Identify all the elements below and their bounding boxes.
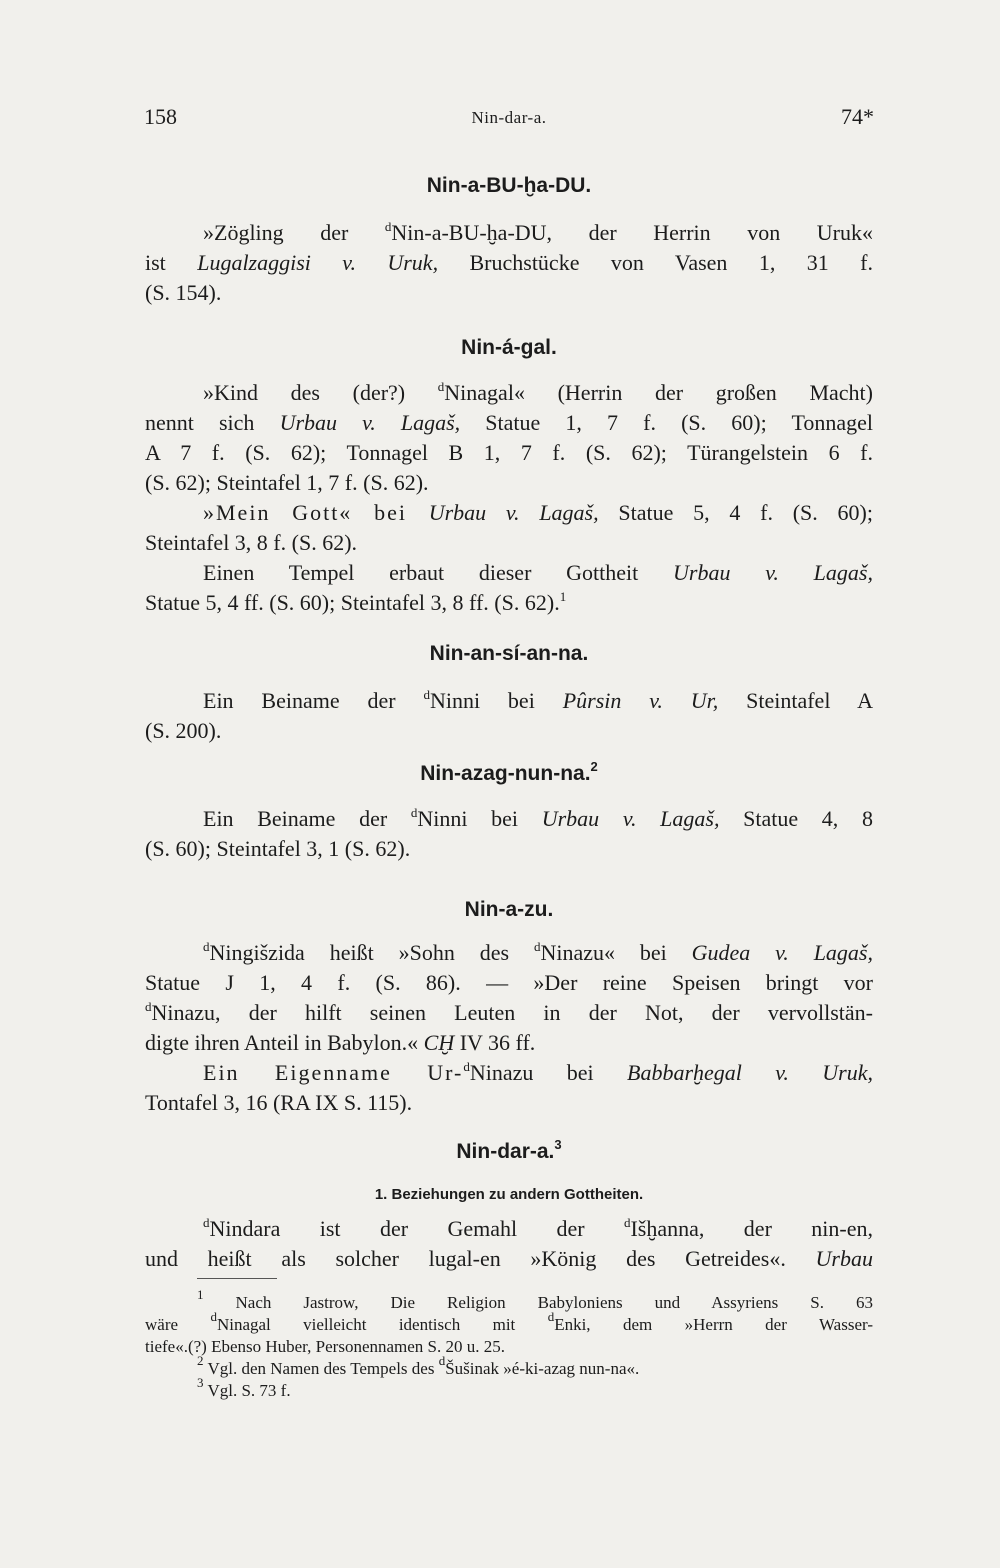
entry-heading-nin-a-bu-ha-du: Nin-a-BU-ḫa-DU. <box>426 174 592 197</box>
footnote-2: $^2$ Vgl. den Namen des Tempels des $^d$Šušinak »é-ki-azag nun-na«. <box>197 1353 640 1378</box>
running-title: Nin-dar-a. <box>471 108 547 127</box>
text-line: (S. 200). <box>145 718 222 743</box>
page-header <box>144 104 874 134</box>
text-line: $^d$Nindara ist der Gemahl der $^d$Išḫanna, der nin-en, <box>203 1215 873 1241</box>
text-line: (S. 154). <box>145 280 222 305</box>
text-line: und heißt als solcher lugal-en »König des Getreides«. Urbau <box>145 1246 873 1271</box>
entry-heading-nin-a-zu: Nin-a-zu. <box>464 898 554 921</box>
footnote-divider <box>197 1278 277 1279</box>
footnote-1: $^1$ Nach Jastrow, Die Religion Babyloniens und Assyriens S. 63 <box>197 1287 873 1312</box>
footnote-ref: 2 <box>590 759 598 774</box>
entry-body-nin-a-bu-ha-du <box>145 218 873 308</box>
footnote-3: $^3$ Vgl. S. 73 f. <box>197 1375 291 1400</box>
entry-heading-nin-a-gal: Nin-á-gal. <box>461 336 557 359</box>
text-line: $^d$Ninazu, der hilft seinen Leuten in der Not, der vervollstän- <box>145 999 873 1025</box>
entry-heading-nin-dar-a: Nin-dar-a.$^3$ <box>456 1137 562 1163</box>
footnote-ref: 3 <box>554 1137 562 1152</box>
text-line: Einen Tempel erbaut dieser Gottheit Urbau v. Lagaš, <box>203 560 873 585</box>
entry-heading-nin-an-si-an-na: Nin-an-sí-an-na. <box>429 642 589 665</box>
entry-body-nin-azag-nun-na <box>145 804 873 864</box>
text-line: A 7 f. (S. 62); Tonnagel B 1, 7 f. (S. 62); Türangelstein 6 f. <box>145 440 873 465</box>
text-line: nennt sich Urbau v. Lagaš, Statue 1, 7 f. (S. 60); Tonnagel <box>145 410 873 435</box>
text-line: digte ihren Anteil in Babylon.« CḪ IV 36 ff. <box>145 1030 536 1055</box>
footnotes <box>145 1287 873 1402</box>
entry-body-nin-a-zu <box>145 938 873 1118</box>
footnote-ref: 1 <box>559 589 567 604</box>
page-number: 158 <box>144 104 177 129</box>
text-line: »Kind des (der?) $^d$Ninagal« (Herrin der großen Macht) <box>203 379 873 405</box>
entry-heading-nin-azag-nun-na: Nin-azag-nun-na.$^2$ <box>420 759 598 785</box>
text-line: wäre $^d$Ninagal vielleicht identisch mit $^d$Enki, dem »Herrn der Wasser- <box>145 1309 873 1334</box>
text-line: »Mein Gott« bei Urbau v. Lagaš, Statue 5, 4 f. (S. 60); <box>203 500 873 525</box>
text-line: Statue J 1, 4 f. (S. 86). — »Der reine Speisen bringt vor <box>145 970 873 995</box>
text-line: Tontafel 3, 16 (RA IX S. 115). <box>145 1090 413 1115</box>
text-line: Ein Beiname der $^d$Ninni bei Urbau v. Lagaš, Statue 4, 8 <box>203 805 873 831</box>
text-line: ist Lugalzaggisi v. Uruk, Bruchstücke von Vasen 1, 31 f. <box>145 250 873 275</box>
entry-body-nin-dar-a <box>145 1214 873 1274</box>
text-line: (S. 62); Steintafel 1, 7 f. (S. 62). <box>145 470 429 495</box>
text-line: Ein Eigenname Ur-$^d$Ninazu bei Babbarḫegal v. Uruk, <box>203 1059 873 1085</box>
text-line: (S. 60); Steintafel 3, 1 (S. 62). <box>145 836 411 861</box>
entry-body-nin-an-si-an-na <box>145 686 873 746</box>
text-line: $^d$Ningišzida heißt »Sohn des $^d$Ninazu« bei Gudea v. Lagaš, <box>203 939 873 965</box>
section-reference: 74* <box>841 104 874 129</box>
text-line: tiefe«.(?) Ebenso Huber, Personennamen S. 20 u. 25. <box>145 1337 506 1356</box>
text-line: »Zögling der $^d$Nin-a-BU-ḫa-DU, der Herrin von Uruk« <box>203 219 873 245</box>
entry-body-nin-a-gal <box>145 378 873 618</box>
subsection-heading: 1. Beziehungen zu andern Gottheiten. <box>374 1186 644 1203</box>
text-line: Statue 5, 4 ff. (S. 60); Steintafel 3, 8 ff. (S. 62).$^1$ <box>145 589 567 615</box>
text-line: Ein Beiname der $^d$Ninni bei Pûrsin v. Ur, Steintafel A <box>203 687 873 713</box>
text-line: Steintafel 3, 8 f. (S. 62). <box>145 530 358 555</box>
